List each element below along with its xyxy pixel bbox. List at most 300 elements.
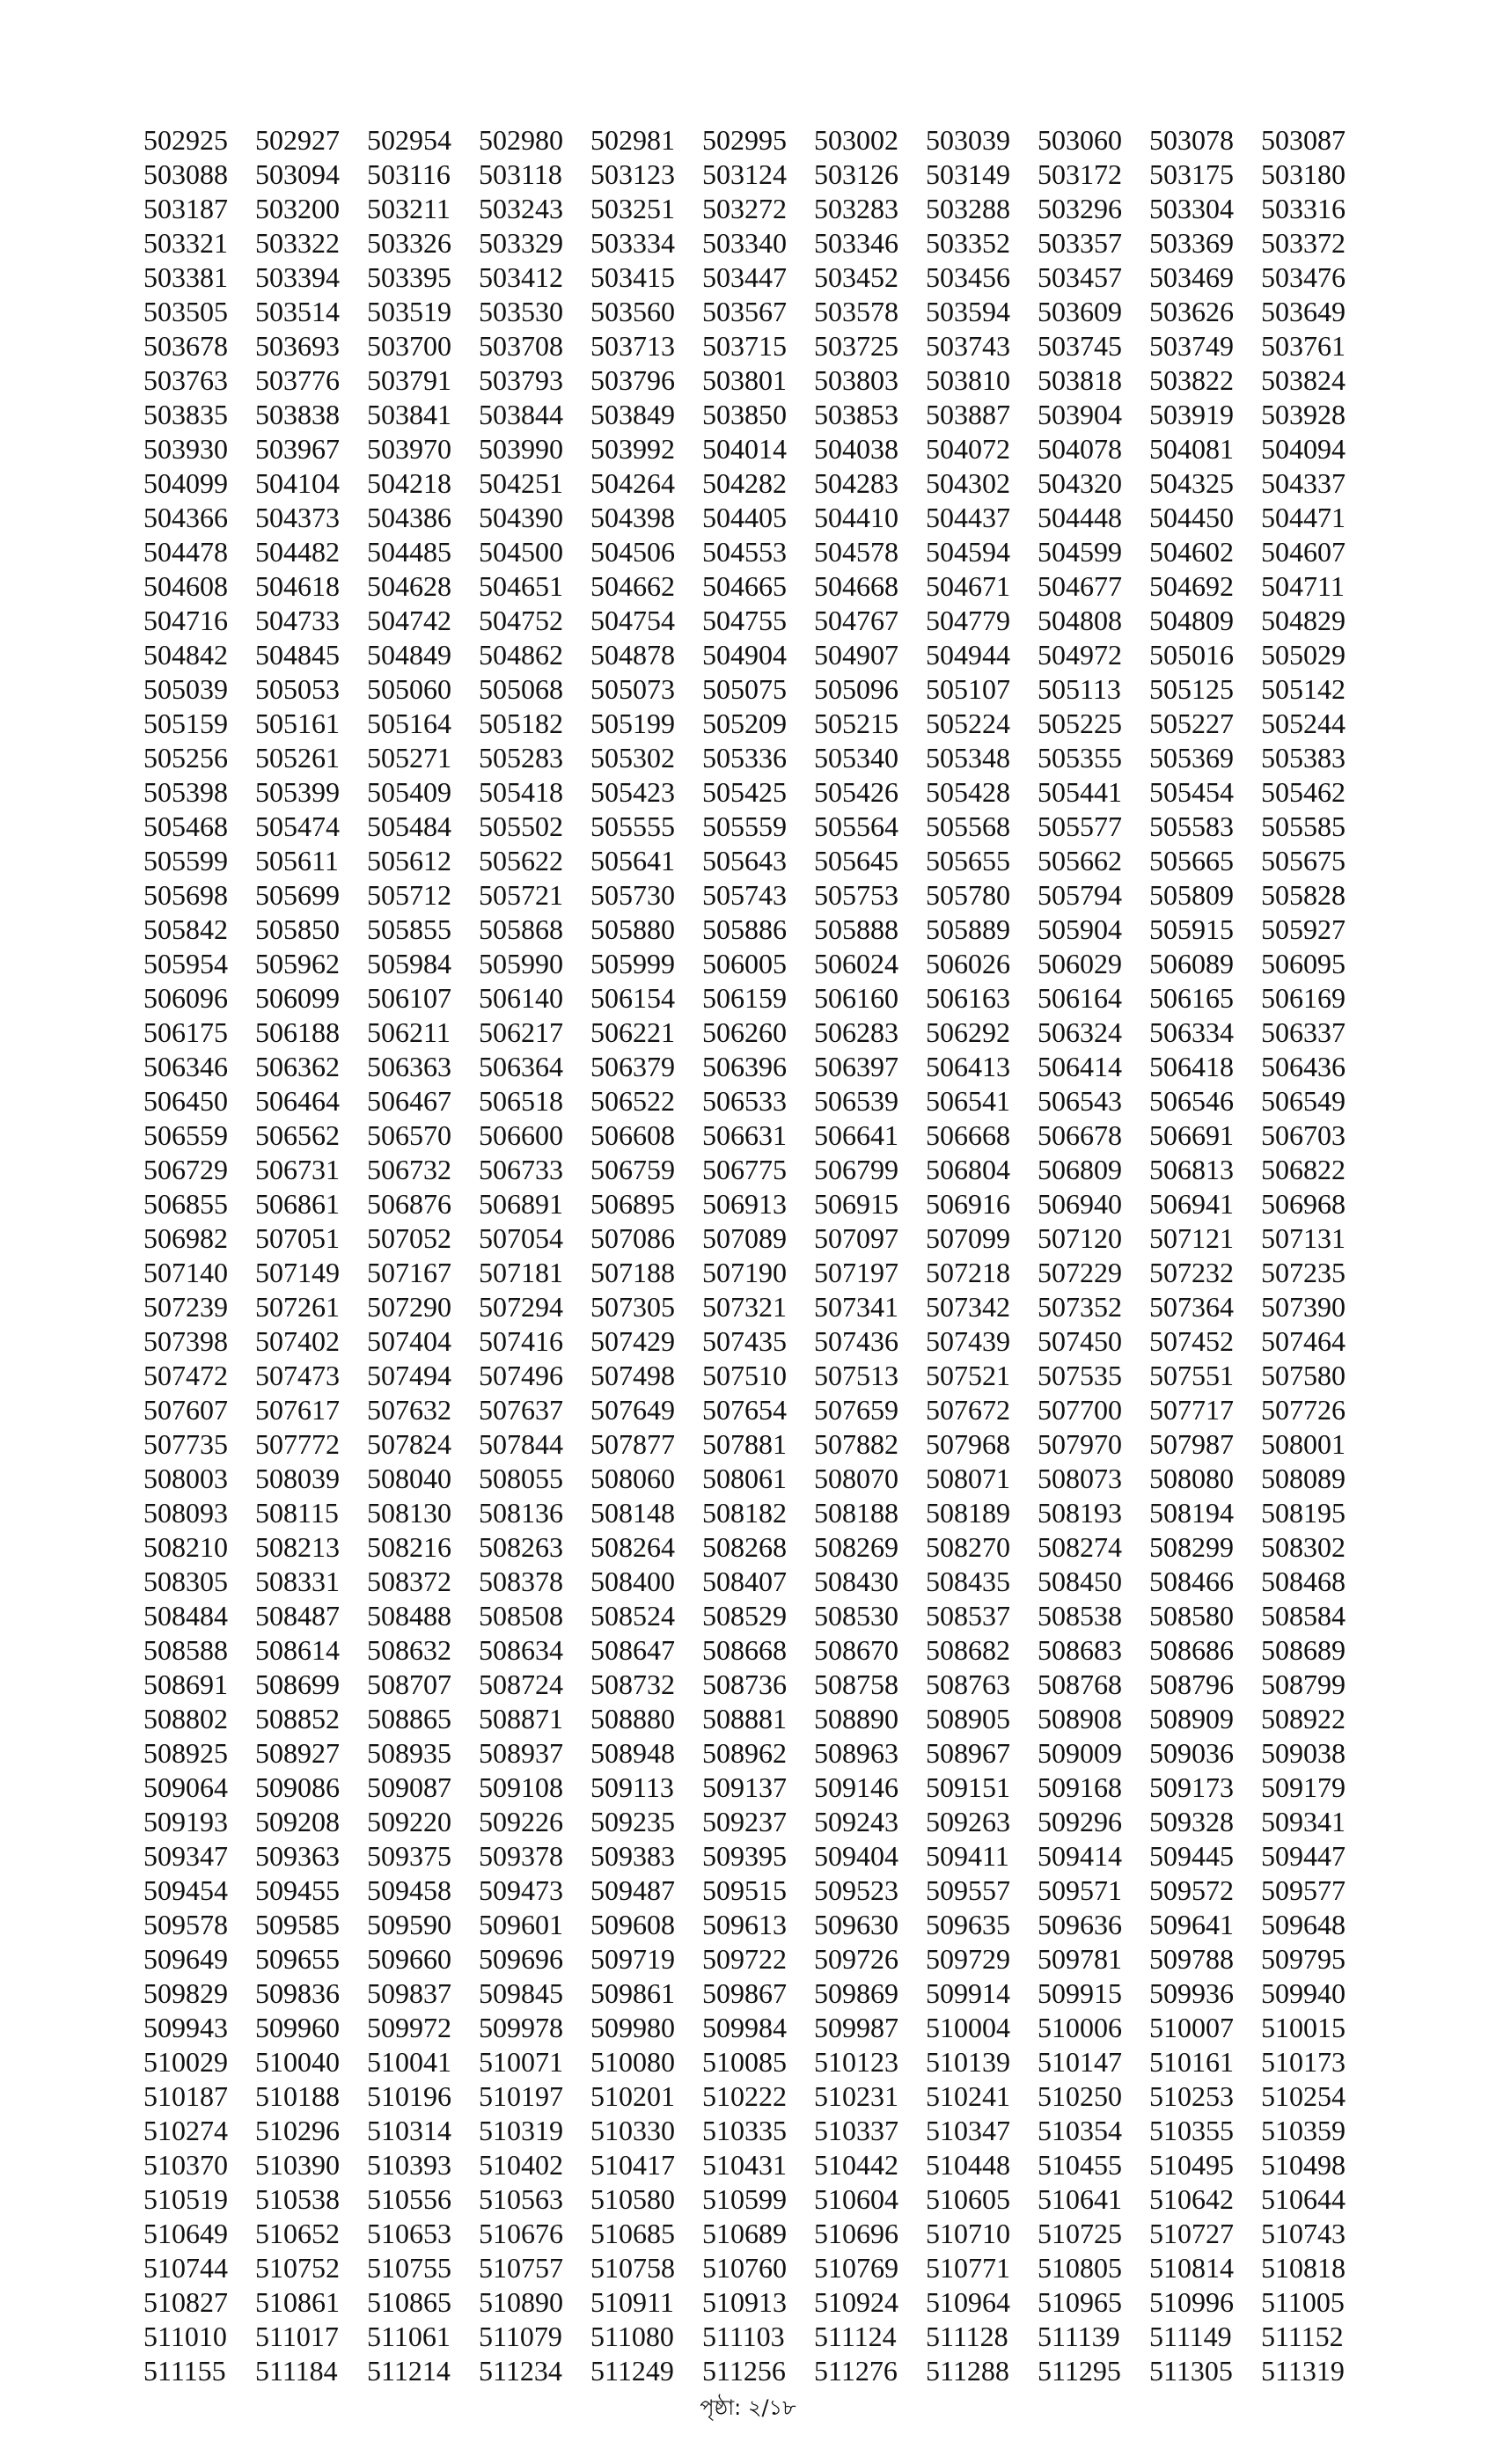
roll-number: 505423 — [590, 776, 675, 808]
roll-number: 509414 — [1038, 1840, 1122, 1872]
roll-number: 507700 — [1038, 1394, 1122, 1426]
roll-number: 506541 — [926, 1085, 1010, 1117]
roll-number: 508538 — [1038, 1600, 1122, 1632]
roll-number: 510827 — [143, 2286, 228, 2318]
roll-number: 505039 — [143, 673, 228, 705]
roll-number: 511149 — [1149, 2321, 1232, 2352]
roll-number-grid — [143, 123, 1375, 2388]
roll-number: 508003 — [143, 1463, 228, 1494]
roll-number: 507099 — [926, 1222, 1010, 1254]
roll-number: 510814 — [1149, 2252, 1234, 2284]
roll-number: 503844 — [479, 399, 563, 430]
roll-number: 508484 — [143, 1600, 228, 1632]
roll-number: 505283 — [479, 742, 563, 774]
roll-number: 505984 — [367, 948, 451, 979]
roll-number: 503835 — [143, 399, 228, 430]
roll-number: 509943 — [143, 2012, 228, 2043]
roll-number: 509585 — [255, 1909, 340, 1940]
roll-number: 507235 — [1261, 1257, 1346, 1288]
roll-number: 503175 — [1149, 158, 1234, 190]
roll-number: 509613 — [702, 1909, 787, 1940]
roll-number: 505564 — [814, 810, 898, 842]
roll-number: 506668 — [926, 1119, 1010, 1151]
roll-number: 509458 — [367, 1874, 451, 1906]
roll-number: 507364 — [1149, 1291, 1234, 1323]
roll-number: 502995 — [702, 124, 787, 156]
roll-number: 506379 — [590, 1051, 675, 1082]
page-number-footer: পৃষ্ঠা: ২/১৮ — [700, 2395, 796, 2420]
roll-number: 505369 — [1149, 742, 1234, 774]
roll-number: 505383 — [1261, 742, 1346, 774]
roll-number: 509179 — [1261, 1771, 1346, 1803]
roll-number: 509455 — [255, 1874, 340, 1906]
roll-number: 503838 — [255, 399, 340, 430]
roll-number: 507617 — [255, 1394, 340, 1426]
roll-number: 507229 — [1038, 1257, 1122, 1288]
roll-number: 509523 — [814, 1874, 898, 1906]
roll-number: 510390 — [255, 2149, 340, 2181]
roll-number: 504733 — [255, 605, 340, 636]
roll-number: 504471 — [1261, 502, 1346, 533]
roll-number: 504904 — [702, 639, 787, 671]
roll-number: 510139 — [926, 2046, 1010, 2078]
roll-number: 502980 — [479, 124, 563, 156]
roll-number: 509987 — [814, 2012, 898, 2043]
roll-number: 506334 — [1149, 1016, 1234, 1048]
roll-number: 507882 — [814, 1428, 898, 1460]
roll-number: 508468 — [1261, 1566, 1346, 1597]
roll-number: 508195 — [1261, 1497, 1346, 1529]
roll-number: 502925 — [143, 124, 228, 156]
roll-number: 503078 — [1149, 124, 1234, 156]
roll-number: 503412 — [479, 261, 563, 293]
roll-number: 506522 — [590, 1085, 675, 1117]
roll-number: 506292 — [926, 1016, 1010, 1048]
roll-number: 510495 — [1149, 2149, 1234, 2181]
roll-number: 508450 — [1038, 1566, 1122, 1597]
roll-number: 507450 — [1038, 1325, 1122, 1357]
roll-number: 509193 — [143, 1806, 228, 1837]
roll-number: 506559 — [143, 1119, 228, 1151]
roll-number: 505721 — [479, 879, 563, 911]
roll-number: 507881 — [702, 1428, 787, 1460]
roll-number: 510359 — [1261, 2115, 1346, 2146]
roll-number: 510685 — [590, 2218, 675, 2249]
roll-number: 506733 — [479, 1154, 563, 1185]
roll-number: 506089 — [1149, 948, 1234, 979]
roll-number: 507970 — [1038, 1428, 1122, 1460]
roll-number: 509151 — [926, 1771, 1010, 1803]
roll-number: 508683 — [1038, 1634, 1122, 1666]
roll-number: 509869 — [814, 1977, 898, 2009]
roll-number: 511234 — [479, 2355, 562, 2387]
roll-number: 508905 — [926, 1703, 1010, 1734]
roll-number: 509836 — [255, 1977, 340, 2009]
roll-number: 503801 — [702, 364, 787, 396]
roll-number: 504907 — [814, 639, 898, 671]
roll-number: 510805 — [1038, 2252, 1122, 2284]
roll-number: 510197 — [479, 2080, 563, 2112]
roll-number: 508909 — [1149, 1703, 1234, 1734]
roll-number: 510760 — [702, 2252, 787, 2284]
roll-number: 507290 — [367, 1291, 451, 1323]
roll-number: 505302 — [590, 742, 675, 774]
roll-number: 508040 — [367, 1463, 451, 1494]
roll-number: 511017 — [255, 2321, 339, 2352]
roll-number: 509960 — [255, 2012, 340, 2043]
roll-number: 511256 — [702, 2355, 786, 2387]
roll-number: 507181 — [479, 1257, 563, 1288]
roll-number: 509571 — [1038, 1874, 1122, 1906]
roll-number: 503560 — [590, 296, 675, 327]
roll-number: 508080 — [1149, 1463, 1234, 1494]
roll-number: 508962 — [702, 1737, 787, 1769]
roll-number: 505927 — [1261, 913, 1346, 945]
roll-number: 503457 — [1038, 261, 1122, 293]
roll-number: 506895 — [590, 1188, 675, 1220]
roll-number: 506731 — [255, 1154, 340, 1185]
roll-number: 510644 — [1261, 2183, 1346, 2215]
roll-number: 508524 — [590, 1600, 675, 1632]
roll-number: 507649 — [590, 1394, 675, 1426]
roll-number: 506855 — [143, 1188, 228, 1220]
roll-number: 510071 — [479, 2046, 563, 2078]
roll-number: 504651 — [479, 570, 563, 602]
roll-number: 508880 — [590, 1703, 675, 1734]
roll-number: 510676 — [479, 2218, 563, 2249]
roll-number: 508194 — [1149, 1497, 1234, 1529]
roll-number: 507632 — [367, 1394, 451, 1426]
roll-number: 504809 — [1149, 605, 1234, 636]
roll-number: 505599 — [143, 845, 228, 876]
roll-number: 508537 — [926, 1600, 1010, 1632]
roll-number: 507439 — [926, 1325, 1010, 1357]
roll-number: 510519 — [143, 2183, 228, 2215]
roll-number: 508530 — [814, 1600, 898, 1632]
roll-number: 507402 — [255, 1325, 340, 1357]
roll-number: 508724 — [479, 1668, 563, 1700]
roll-number: 507844 — [479, 1428, 563, 1460]
roll-number: 509009 — [1038, 1737, 1122, 1769]
roll-number: 506175 — [143, 1016, 228, 1048]
roll-number: 505125 — [1149, 673, 1234, 705]
roll-number: 510861 — [255, 2286, 340, 2318]
roll-number: 510865 — [367, 2286, 451, 2318]
roll-number: 508668 — [702, 1634, 787, 1666]
roll-number: 503967 — [255, 433, 340, 465]
roll-number: 503060 — [1038, 124, 1122, 156]
roll-number: 506260 — [702, 1016, 787, 1048]
roll-number: 507472 — [143, 1360, 228, 1391]
roll-number: 505699 — [255, 879, 340, 911]
roll-number: 505227 — [1149, 708, 1234, 739]
roll-number: 506543 — [1038, 1085, 1122, 1117]
roll-number: 508061 — [702, 1463, 787, 1494]
roll-number: 510254 — [1261, 2080, 1346, 2112]
roll-number: 509781 — [1038, 1943, 1122, 1975]
roll-number: 505182 — [479, 708, 563, 739]
roll-number: 508055 — [479, 1463, 563, 1494]
roll-number: 506107 — [367, 982, 451, 1014]
roll-number: 506363 — [367, 1051, 451, 1082]
roll-number: 503172 — [1038, 158, 1122, 190]
roll-number: 505256 — [143, 742, 228, 774]
roll-number: 505428 — [926, 776, 1010, 808]
roll-number: 503745 — [1038, 330, 1122, 362]
roll-number: 507140 — [143, 1257, 228, 1288]
roll-number: 505888 — [814, 913, 898, 945]
roll-number: 508865 — [367, 1703, 451, 1734]
roll-number: 508268 — [702, 1531, 787, 1563]
roll-number: 504668 — [814, 570, 898, 602]
roll-number: 507672 — [926, 1394, 1010, 1426]
roll-number: 506099 — [255, 982, 340, 1014]
roll-number: 505583 — [1149, 810, 1234, 842]
roll-number: 504829 — [1261, 605, 1346, 636]
roll-number: 510642 — [1149, 2183, 1234, 2215]
roll-number: 507987 — [1149, 1428, 1234, 1460]
roll-number: 508689 — [1261, 1634, 1346, 1666]
roll-number: 503124 — [702, 158, 787, 190]
roll-number: 508274 — [1038, 1531, 1122, 1563]
roll-number: 507551 — [1149, 1360, 1234, 1391]
roll-number: 506982 — [143, 1222, 228, 1254]
roll-number: 509108 — [479, 1771, 563, 1803]
roll-number: 507398 — [143, 1325, 228, 1357]
roll-number: 510007 — [1149, 2012, 1234, 2043]
roll-number: 509243 — [814, 1806, 898, 1837]
roll-number: 504038 — [814, 433, 898, 465]
roll-number: 508216 — [367, 1531, 451, 1563]
roll-number: 511128 — [926, 2321, 1008, 2352]
roll-number: 504398 — [590, 502, 675, 533]
roll-number: 510147 — [1038, 2046, 1122, 2078]
roll-number: 504390 — [479, 502, 563, 533]
roll-number: 510911 — [590, 2286, 674, 2318]
roll-number: 506364 — [479, 1051, 563, 1082]
roll-number: 509635 — [926, 1909, 1010, 1940]
roll-number: 505868 — [479, 913, 563, 945]
roll-number: 509454 — [143, 1874, 228, 1906]
roll-number: 505585 — [1261, 810, 1346, 842]
roll-number: 504264 — [590, 467, 675, 499]
roll-number: 505474 — [255, 810, 340, 842]
roll-number: 505641 — [590, 845, 675, 876]
roll-number: 503796 — [590, 364, 675, 396]
roll-number: 503725 — [814, 330, 898, 362]
roll-number: 511152 — [1261, 2321, 1344, 2352]
roll-number: 508263 — [479, 1531, 563, 1563]
roll-number: 508691 — [143, 1668, 228, 1700]
roll-number: 506324 — [1038, 1016, 1122, 1048]
roll-number: 505336 — [702, 742, 787, 774]
roll-number: 503123 — [590, 158, 675, 190]
roll-number: 507436 — [814, 1325, 898, 1357]
roll-number: 510964 — [926, 2286, 1010, 2318]
roll-number: 504104 — [255, 467, 340, 499]
roll-number: 509914 — [926, 1977, 1010, 2009]
roll-number: 504337 — [1261, 467, 1346, 499]
roll-number: 510727 — [1149, 2218, 1234, 2249]
roll-number: 508182 — [702, 1497, 787, 1529]
roll-number: 505209 — [702, 708, 787, 739]
roll-number: 510580 — [590, 2183, 675, 2215]
roll-number: 509137 — [702, 1771, 787, 1803]
roll-number: 509208 — [255, 1806, 340, 1837]
roll-number: 510652 — [255, 2218, 340, 2249]
roll-number: 508963 — [814, 1737, 898, 1769]
roll-number: 504862 — [479, 639, 563, 671]
roll-number: 505643 — [702, 845, 787, 876]
roll-number: 505555 — [590, 810, 675, 842]
roll-number: 508089 — [1261, 1463, 1346, 1494]
roll-number: 508264 — [590, 1531, 675, 1563]
roll-number: 509837 — [367, 1977, 451, 2009]
roll-number: 511139 — [1038, 2321, 1120, 2352]
roll-number: 503316 — [1261, 193, 1346, 224]
roll-number: 505889 — [926, 913, 1010, 945]
roll-number: 503452 — [814, 261, 898, 293]
roll-number: 505559 — [702, 810, 787, 842]
roll-number: 504845 — [255, 639, 340, 671]
roll-number: 504878 — [590, 639, 675, 671]
roll-number: 507494 — [367, 1360, 451, 1391]
roll-number: 505915 — [1149, 913, 1234, 945]
roll-number: 510743 — [1261, 2218, 1346, 2249]
roll-number: 511214 — [367, 2355, 451, 2387]
roll-number: 508070 — [814, 1463, 898, 1494]
roll-number: 504373 — [255, 502, 340, 533]
roll-number: 506024 — [814, 948, 898, 979]
roll-number: 509980 — [590, 2012, 675, 2043]
roll-number: 509220 — [367, 1806, 451, 1837]
roll-number: 503296 — [1038, 193, 1122, 224]
roll-number: 508148 — [590, 1497, 675, 1529]
roll-number: 508670 — [814, 1634, 898, 1666]
roll-number: 505753 — [814, 879, 898, 911]
roll-number: 506160 — [814, 982, 898, 1014]
roll-number: 506809 — [1038, 1154, 1122, 1185]
roll-number: 510402 — [479, 2149, 563, 2181]
roll-number: 506775 — [702, 1154, 787, 1185]
roll-number: 506600 — [479, 1119, 563, 1151]
roll-number: 505743 — [702, 879, 787, 911]
roll-number: 506346 — [143, 1051, 228, 1082]
roll-number: 508871 — [479, 1703, 563, 1734]
roll-number: 509608 — [590, 1909, 675, 1940]
roll-number: 509648 — [1261, 1909, 1346, 1940]
roll-number: 504081 — [1149, 433, 1234, 465]
roll-number: 509146 — [814, 1771, 898, 1803]
roll-number: 503243 — [479, 193, 563, 224]
roll-number: 510161 — [1149, 2046, 1234, 2078]
roll-number: 510498 — [1261, 2149, 1346, 2181]
roll-number: 505075 — [702, 673, 787, 705]
roll-number: 504072 — [926, 433, 1010, 465]
roll-number: 505850 — [255, 913, 340, 945]
roll-number: 510250 — [1038, 2080, 1122, 2112]
roll-number: 503992 — [590, 433, 675, 465]
roll-number: 504553 — [702, 536, 787, 568]
roll-number: 505113 — [1038, 673, 1121, 705]
roll-number: 503822 — [1149, 364, 1234, 396]
roll-number: 506940 — [1038, 1188, 1122, 1220]
roll-number: 505418 — [479, 776, 563, 808]
roll-number: 509237 — [702, 1806, 787, 1837]
roll-number: 508580 — [1149, 1600, 1234, 1632]
roll-number: 505142 — [1261, 673, 1346, 705]
roll-number: 503381 — [143, 261, 228, 293]
roll-number: 503469 — [1149, 261, 1234, 293]
roll-number: 508115 — [255, 1497, 339, 1529]
roll-number: 508768 — [1038, 1668, 1122, 1700]
roll-number: 509404 — [814, 1840, 898, 1872]
roll-number: 503594 — [926, 296, 1010, 327]
roll-number: 505426 — [814, 776, 898, 808]
roll-number: 504386 — [367, 502, 451, 533]
roll-number: 503116 — [367, 158, 451, 190]
roll-number: 503678 — [143, 330, 228, 362]
roll-number: 509341 — [1261, 1806, 1346, 1837]
roll-number: 506549 — [1261, 1085, 1346, 1117]
roll-number: 503793 — [479, 364, 563, 396]
roll-number: 503322 — [255, 227, 340, 259]
roll-number: 502927 — [255, 124, 340, 156]
roll-number: 510431 — [702, 2149, 787, 2181]
roll-number: 508372 — [367, 1566, 451, 1597]
roll-number: 504608 — [143, 570, 228, 602]
roll-number: 503567 — [702, 296, 787, 327]
roll-number: 503578 — [814, 296, 898, 327]
roll-number: 507054 — [479, 1222, 563, 1254]
roll-number: 508331 — [255, 1566, 340, 1597]
roll-number: 510201 — [590, 2080, 675, 2112]
roll-number: 508130 — [367, 1497, 451, 1529]
roll-number: 507464 — [1261, 1325, 1346, 1357]
roll-number: 505622 — [479, 845, 563, 876]
roll-number: 506813 — [1149, 1154, 1234, 1185]
roll-number: 507435 — [702, 1325, 787, 1357]
roll-number: 503776 — [255, 364, 340, 396]
roll-number: 506546 — [1149, 1085, 1234, 1117]
roll-number: 508400 — [590, 1566, 675, 1597]
roll-number: 506029 — [1038, 948, 1122, 979]
roll-number: 509263 — [926, 1806, 1010, 1837]
roll-number: 507535 — [1038, 1360, 1122, 1391]
roll-number: 504752 — [479, 605, 563, 636]
roll-number: 506799 — [814, 1154, 898, 1185]
roll-number: 503887 — [926, 399, 1010, 430]
roll-number: 510757 — [479, 2252, 563, 2284]
roll-number: 503251 — [590, 193, 675, 224]
roll-number: 510771 — [926, 2252, 1010, 2284]
roll-number: 505096 — [814, 673, 898, 705]
roll-number: 510455 — [1038, 2149, 1122, 2181]
roll-number: 510689 — [702, 2218, 787, 2249]
roll-number: 508890 — [814, 1703, 898, 1734]
roll-number: 508707 — [367, 1668, 451, 1700]
roll-number: 508188 — [814, 1497, 898, 1529]
roll-number: 505159 — [143, 708, 228, 739]
roll-number: 507824 — [367, 1428, 451, 1460]
roll-number: 504607 — [1261, 536, 1346, 568]
roll-number: 509515 — [702, 1874, 787, 1906]
roll-number: 510173 — [1261, 2046, 1346, 2078]
roll-number: 509113 — [590, 1771, 674, 1803]
roll-number: 508736 — [702, 1668, 787, 1700]
roll-number: 503321 — [143, 227, 228, 259]
roll-number: 506413 — [926, 1051, 1010, 1082]
